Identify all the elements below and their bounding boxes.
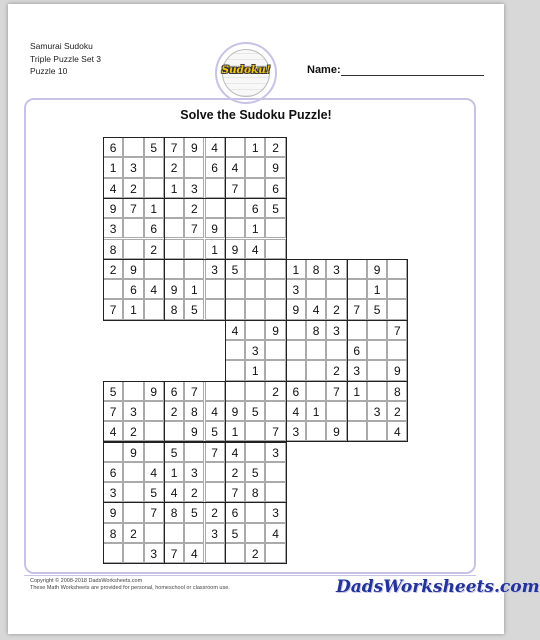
worksheet-header — [30, 40, 101, 78]
sudoku-cell[interactable]: 4 — [306, 299, 326, 319]
sudoku-cell[interactable]: 9 — [367, 259, 387, 279]
sudoku-cell[interactable]: 4 — [103, 178, 123, 198]
sudoku-cell[interactable]: 1 — [245, 218, 265, 238]
sudoku-cell[interactable]: 4 — [144, 279, 164, 299]
sudoku-cell[interactable]: 2 — [144, 239, 164, 259]
sudoku-cell[interactable]: 1 — [225, 421, 245, 441]
footer-text — [30, 578, 230, 592]
sudoku-cell[interactable]: 1 — [103, 157, 123, 177]
sudoku-cell[interactable]: 6 — [103, 137, 123, 157]
sudoku-cell[interactable]: 9 — [144, 381, 164, 401]
sudoku-cell[interactable]: 5 — [144, 137, 164, 157]
sudoku-cell[interactable]: 5 — [367, 299, 387, 319]
sudoku-cell[interactable]: 4 — [164, 482, 184, 502]
sudoku-cell[interactable]: 1 — [123, 299, 143, 319]
sudoku-cell[interactable]: 9 — [225, 239, 245, 259]
sudoku-cell[interactable]: 3 — [286, 421, 306, 441]
brand-logo: DadsWorksheets.com — [336, 577, 540, 597]
sudoku-cell[interactable]: 8 — [306, 320, 326, 340]
name-label: Name: — [307, 64, 341, 76]
sudoku-cell[interactable]: 9 — [205, 218, 225, 238]
sudoku-cell[interactable]: 2 — [265, 381, 285, 401]
logo-text: Sudoku! — [221, 64, 271, 76]
sudoku-cell[interactable]: 6 — [205, 157, 225, 177]
sudoku-cell[interactable]: 9 — [184, 421, 204, 441]
sudoku-cell[interactable]: 2 — [245, 543, 265, 563]
sudoku-cell[interactable]: 7 — [123, 198, 143, 218]
sudoku-cell[interactable]: 5 — [164, 442, 184, 462]
sudoku-cell[interactable]: 2 — [225, 462, 245, 482]
sudoku-cell[interactable]: 8 — [164, 502, 184, 522]
sudoku-cell[interactable]: 5 — [245, 401, 265, 421]
sudoku-cell[interactable]: 5 — [184, 502, 204, 522]
sudoku-cell[interactable]: 4 — [387, 421, 407, 441]
sudoku-cell[interactable]: 2 — [184, 482, 204, 502]
sudoku-cell[interactable]: 5 — [184, 299, 204, 319]
sudoku-cell[interactable]: 4 — [225, 320, 245, 340]
sudoku-cell[interactable]: 2 — [265, 137, 285, 157]
sudoku-cell[interactable]: 9 — [225, 401, 245, 421]
sudoku-cell[interactable]: 6 — [245, 198, 265, 218]
sudoku-cell[interactable]: 6 — [347, 340, 367, 360]
sudoku-cell[interactable]: 2 — [123, 523, 143, 543]
sudoku-cell[interactable]: 4 — [245, 239, 265, 259]
name-write-line — [341, 75, 484, 76]
sudoku-cell[interactable]: 7 — [103, 299, 123, 319]
sudoku-cell[interactable]: 7 — [225, 482, 245, 502]
sudoku-cell[interactable]: 4 — [205, 401, 225, 421]
sudoku-cell[interactable]: 1 — [184, 279, 204, 299]
sudoku-cell[interactable]: 2 — [103, 259, 123, 279]
sudoku-cell[interactable]: 7 — [184, 381, 204, 401]
sudoku-cell[interactable]: 4 — [103, 421, 123, 441]
sudoku-cell[interactable]: 9 — [103, 502, 123, 522]
sudoku-cell[interactable]: 2 — [387, 401, 407, 421]
sudoku-cell[interactable]: 5 — [103, 381, 123, 401]
sudoku-cell[interactable]: 7 — [225, 178, 245, 198]
sudoku-logo — [215, 42, 277, 104]
sudoku-cell[interactable]: 8 — [103, 523, 123, 543]
sudoku-cell[interactable]: 9 — [184, 137, 204, 157]
sudoku-cell[interactable]: 8 — [387, 381, 407, 401]
sudoku-cell[interactable]: 3 — [367, 401, 387, 421]
sudoku-cell[interactable]: 3 — [123, 401, 143, 421]
sudoku-cell[interactable]: 1 — [367, 279, 387, 299]
sudoku-cell[interactable]: 5 — [245, 462, 265, 482]
sudoku-cell[interactable]: 3 — [144, 543, 164, 563]
sudoku-cell[interactable]: 4 — [144, 462, 164, 482]
sudoku-cell[interactable]: 3 — [265, 502, 285, 522]
puzzle-number: Puzzle 10 — [30, 66, 68, 76]
sudoku-cell[interactable]: 2 — [184, 198, 204, 218]
sudoku-cell[interactable]: 5 — [225, 523, 245, 543]
sudoku-cell[interactable]: 8 — [306, 259, 326, 279]
sudoku-cell[interactable]: 3 — [184, 462, 204, 482]
sudoku-cell[interactable]: 6 — [265, 178, 285, 198]
sudoku-cell[interactable]: 2 — [326, 360, 346, 380]
sudoku-cell[interactable]: 9 — [103, 198, 123, 218]
sudoku-cell[interactable]: 2 — [164, 401, 184, 421]
sudoku-cell[interactable]: 6 — [103, 462, 123, 482]
puzzle-frame — [24, 98, 476, 574]
sudoku-cell[interactable]: 3 — [205, 259, 225, 279]
sudoku-cell[interactable]: 1 — [306, 401, 326, 421]
sudoku-cell[interactable]: 3 — [326, 259, 346, 279]
puzzle-title: Solve the Sudoku Puzzle! — [180, 108, 332, 122]
sudoku-cell[interactable]: 7 — [387, 320, 407, 340]
sudoku-cell[interactable]: 5 — [205, 421, 225, 441]
sudoku-cell[interactable]: 3 — [245, 340, 265, 360]
sudoku-cell[interactable]: 7 — [347, 299, 367, 319]
sudoku-cell[interactable]: 1 — [164, 462, 184, 482]
sudoku-cell[interactable]: 1 — [245, 137, 265, 157]
sudoku-cell[interactable]: 6 — [144, 218, 164, 238]
sudoku-cell[interactable]: 7 — [184, 218, 204, 238]
sudoku-cell[interactable]: 2 — [123, 178, 143, 198]
sudoku-cell[interactable]: 3 — [123, 157, 143, 177]
sudoku-cell[interactable]: 6 — [164, 381, 184, 401]
sudoku-cell[interactable]: 5 — [265, 198, 285, 218]
sudoku-cell[interactable]: 7 — [103, 401, 123, 421]
sudoku-cell[interactable]: 8 — [103, 239, 123, 259]
copyright-text: Copyright © 2008-2018 DadsWorksheets.com — [30, 578, 143, 584]
sudoku-cell[interactable]: 4 — [225, 442, 245, 462]
sudoku-cell[interactable]: 1 — [245, 360, 265, 380]
sudoku-cell[interactable]: 7 — [205, 442, 225, 462]
sudoku-cell[interactable]: 7 — [144, 502, 164, 522]
sudoku-cell[interactable]: 3 — [326, 320, 346, 340]
sudoku-cell[interactable]: 2 — [205, 502, 225, 522]
sudoku-cell[interactable]: 5 — [225, 259, 245, 279]
sudoku-cell[interactable]: 8 — [245, 482, 265, 502]
sudoku-cell[interactable]: 7 — [326, 381, 346, 401]
sudoku-cell[interactable]: 1 — [205, 239, 225, 259]
sudoku-cell[interactable]: 3 — [286, 279, 306, 299]
sudoku-cell[interactable]: 9 — [123, 442, 143, 462]
sudoku-cell[interactable]: 2 — [164, 157, 184, 177]
sudoku-cell[interactable]: 3 — [103, 482, 123, 502]
sudoku-cell[interactable]: 1 — [347, 381, 367, 401]
sudoku-cell[interactable]: 3 — [347, 360, 367, 380]
sudoku-cell[interactable]: 4 — [265, 523, 285, 543]
sudoku-cell[interactable]: 6 — [286, 381, 306, 401]
sudoku-cell[interactable]: 7 — [164, 543, 184, 563]
sudoku-cell[interactable]: 9 — [265, 157, 285, 177]
sudoku-cell[interactable]: 9 — [326, 421, 346, 441]
usage-note: These Math Worksheets are provided for personal, homeschool or classroom use. — [30, 585, 230, 591]
sudoku-cell[interactable]: 7 — [164, 137, 184, 157]
sudoku-cell[interactable]: 3 — [205, 523, 225, 543]
sudoku-cell[interactable]: 9 — [164, 279, 184, 299]
sudoku-cell[interactable]: 2 — [326, 299, 346, 319]
sudoku-cell[interactable]: 1 — [164, 178, 184, 198]
sudoku-cell[interactable]: 9 — [387, 360, 407, 380]
footer-divider — [24, 575, 476, 576]
sudoku-cell[interactable]: 5 — [144, 482, 164, 502]
sudoku-cell[interactable]: 4 — [205, 137, 225, 157]
sudoku-cell[interactable]: 1 — [144, 198, 164, 218]
sudoku-cell[interactable]: 4 — [225, 157, 245, 177]
sudoku-cell[interactable]: 9 — [265, 320, 285, 340]
sudoku-cell[interactable]: 3 — [184, 178, 204, 198]
worksheet-type: Samurai Sudoku — [30, 41, 93, 51]
sudoku-cell[interactable]: 3 — [265, 442, 285, 462]
sudoku-cell[interactable]: 9 — [286, 299, 306, 319]
sudoku-cell[interactable]: 6 — [225, 502, 245, 522]
worksheet-set: Triple Puzzle Set 3 — [30, 53, 102, 64]
sudoku-cell[interactable]: 6 — [123, 279, 143, 299]
sudoku-cell[interactable]: 4 — [184, 543, 204, 563]
sudoku-cell[interactable]: 2 — [123, 421, 143, 441]
sudoku-cell[interactable]: 8 — [184, 401, 204, 421]
sudoku-cell[interactable]: 1 — [286, 259, 306, 279]
sudoku-cell[interactable]: 9 — [123, 259, 143, 279]
sudoku-cell[interactable]: 7 — [265, 421, 285, 441]
sudoku-cell[interactable]: 8 — [164, 299, 184, 319]
sudoku-cell[interactable]: 4 — [286, 401, 306, 421]
sudoku-cell[interactable]: 3 — [103, 218, 123, 238]
